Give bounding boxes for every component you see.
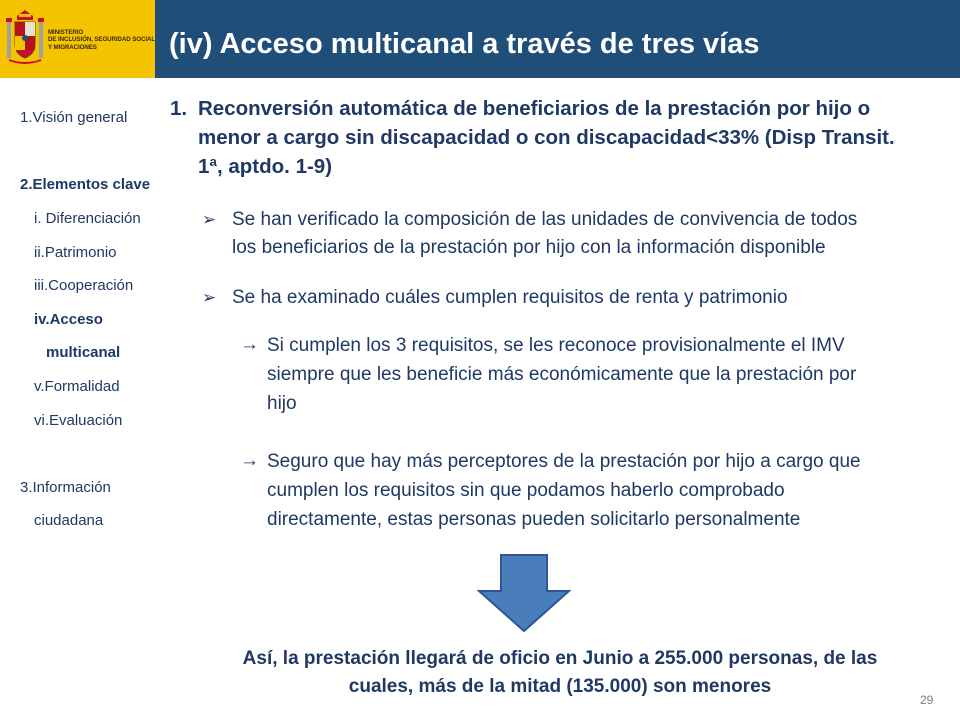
heading-line: 1ª, aptdo. 1-9)	[198, 155, 333, 178]
heading-number: 1.	[170, 97, 188, 120]
government-logo	[0, 0, 155, 78]
sub-item-line: cumplen los requisitos sin que podamos haberlo comprobado	[267, 480, 785, 501]
slide-header	[0, 0, 960, 78]
right-arrow-icon: →	[240, 334, 259, 355]
heading-line: menor a cargo sin discapacidad o con discapacidad<33% (Disp Transit.	[198, 126, 895, 149]
sub-item-line: hijo	[267, 393, 297, 414]
nav-item-vision-general[interactable]: 1.Visión general	[20, 109, 128, 126]
slide-title: (iv) Acceso multicanal a través de tres vías	[169, 28, 760, 60]
bullet-line: Se ha examinado cuáles cumplen requisitos de renta y patrimonio	[232, 287, 788, 308]
conclusion-line: cuales, más de la mitad (135.000) son menores	[348, 676, 772, 697]
title-bar	[155, 0, 960, 78]
bullet-line: los beneficiarios de la prestación por hijo con la información disponible	[232, 237, 826, 258]
coat-of-arms-icon	[5, 8, 45, 70]
ministry-name: MINISTERIO DE INCLUSIÓN, SEGURIDAD SOCIAL Y MIGRACIONES	[48, 29, 156, 51]
bullet-arrow-icon: ➢	[202, 288, 217, 307]
heading-line: Reconversión automática de beneficiarios de la prestación por hijo o	[198, 97, 871, 120]
sub-item-line: Si cumplen los 3 requisitos, se les reconoce provisionalmente el IMV	[267, 335, 845, 356]
nav-item-multicanal[interactable]: multicanal	[46, 344, 121, 361]
nav-item-acceso[interactable]: iv.Acceso	[34, 311, 103, 328]
sub-item-line: Seguro que hay más perceptores de la prestación por hijo a cargo que	[267, 451, 861, 472]
page-number: 29	[920, 693, 934, 707]
nav-item-patrimonio[interactable]: ii.Patrimonio	[34, 244, 117, 261]
right-arrow-icon: →	[240, 450, 259, 471]
conclusion-line: Así, la prestación llegará de oficio en Junio a 255.000 personas, de las	[242, 648, 878, 669]
nav-item-ciudadana[interactable]: ciudadana	[34, 512, 104, 529]
nav-item-elementos-clave[interactable]: 2.Elementos clave	[20, 176, 151, 193]
nav-item-formalidad[interactable]: v.Formalidad	[34, 378, 120, 395]
sub-item-line: siempre que les beneficie más económicamente que la prestación por	[267, 364, 857, 385]
nav-item-evaluacion[interactable]: vi.Evaluación	[34, 412, 123, 429]
down-arrow-icon	[476, 553, 572, 633]
nav-item-informacion[interactable]: 3.Información	[20, 479, 111, 496]
nav-item-cooperacion[interactable]: iii.Cooperación	[34, 277, 134, 294]
bullet-line: Se han verificado la composición de las unidades de convivencia de todos	[232, 209, 858, 230]
conclusion-text	[150, 645, 960, 701]
bullet-arrow-icon: ➢	[202, 210, 217, 229]
nav-item-diferenciacion[interactable]: i. Diferenciación	[34, 210, 141, 227]
sub-item-line: directamente, estas personas pueden solicitarlo personalmente	[267, 509, 801, 530]
